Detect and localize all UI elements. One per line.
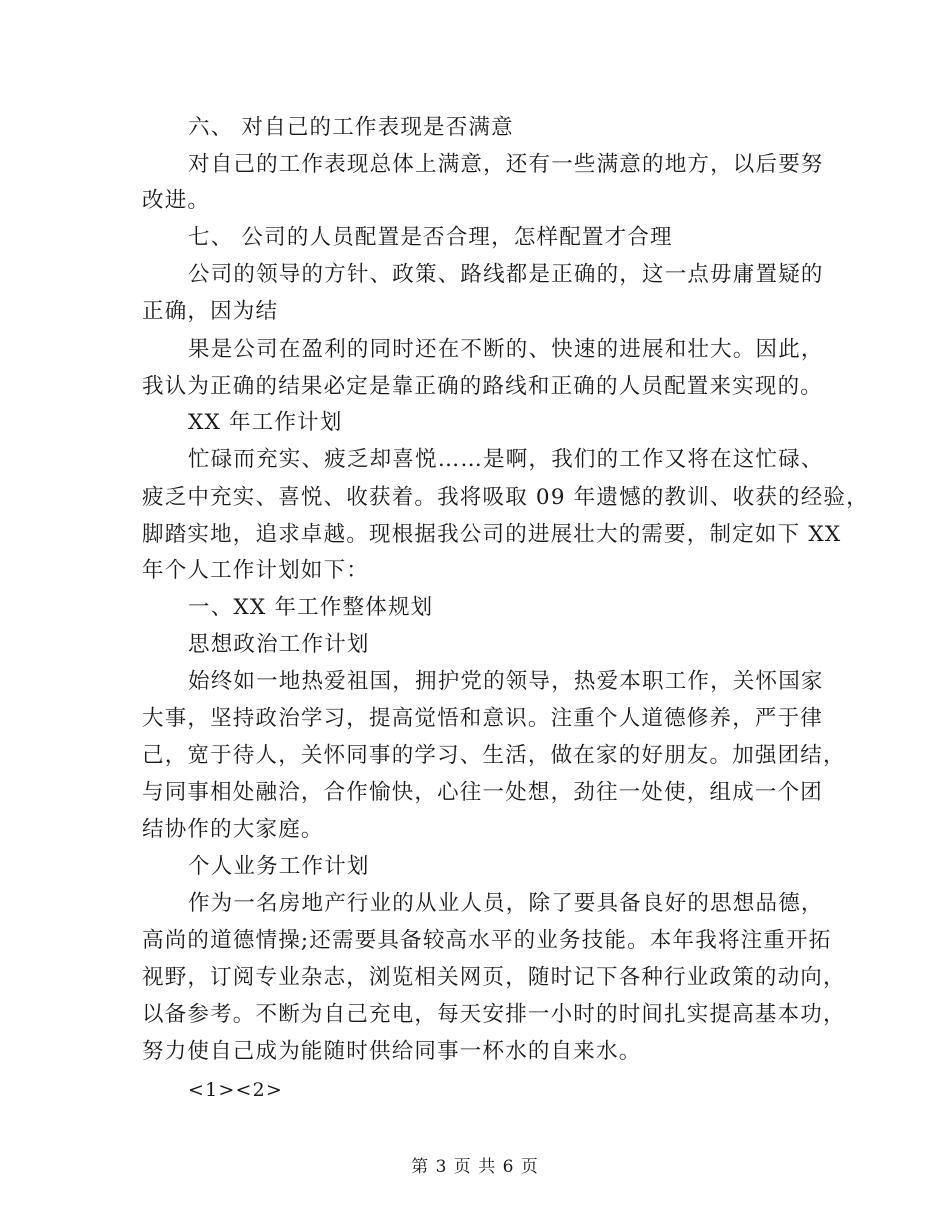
paragraph-line: 正确，因为结	[142, 299, 279, 324]
heading-6: 六、 对自己的工作表现是否满意	[188, 115, 514, 140]
paragraph-line: 果是公司在盈利的同时还在不断的、快速的进展和壮大。因此，	[188, 337, 824, 362]
paragraph-line: 己，宽于待人，关怀同事的学习、生活，做在家的好朋友。加强团结，	[142, 743, 846, 768]
paragraph-line: 始终如一地热爱祖国，拥护党的领导，热爱本职工作，关怀国家	[188, 669, 824, 694]
paragraph-line: 脚踏实地，追求卓越。现根据我公司的进展壮大的需要，制定如下 XX	[142, 522, 842, 547]
paragraph-line: 努力使自己成为能随时供给同事一杯水的自来水。	[142, 1039, 642, 1064]
paragraph-line: 高尚的道德情操;还需要具备较高水平的业务技能。本年我将注重开拓	[142, 928, 832, 953]
paragraph-line: 与同事相处融洽，合作愉快，心往一处想，劲往一处使，组成一个团	[142, 780, 824, 805]
paragraph-line: 以备参考。不断为自己充电，每天安排一小时的时间扎实提高基本功，	[142, 1002, 846, 1027]
paragraph-line: 大事，坚持政治学习，提高觉悟和意识。注重个人道德修养，严于律	[142, 706, 824, 731]
paragraph-line: 视野，订阅专业杂志，浏览相关网页，随时记下各种行业政策的动向，	[142, 965, 846, 990]
page-footer: 第 3 页 共 6 页	[411, 1157, 539, 1177]
subsection-title: 思想政治工作计划	[188, 632, 370, 657]
subsection-title: 一、XX 年工作整体规划	[188, 595, 434, 620]
paragraph-line: 结协作的大家庭。	[142, 817, 324, 842]
section-title: XX 年工作计划	[188, 410, 343, 435]
page-link-markers: <1><2>	[188, 1079, 284, 1101]
paragraph-line: 公司的领导的方针、政策、路线都是正确的，这一点毋庸置疑的	[188, 262, 824, 287]
subsection-title: 个人业务工作计划	[188, 854, 370, 879]
paragraph-line: 年个人工作计划如下：	[142, 558, 370, 583]
paragraph-line: 对自己的工作表现总体上满意，还有一些满意的地方，以后要努	[188, 152, 824, 177]
paragraph-line: 我认为正确的结果必定是靠正确的路线和正确的人员配置来实现的。	[142, 374, 824, 399]
paragraph-line: 疲乏中充实、喜悦、收获着。我将吸取 09 年遗憾的教训、收获的经验，	[142, 485, 869, 510]
paragraph-line: 改进。	[142, 188, 211, 213]
heading-7: 七、 公司的人员配置是否合理，怎样配置才合理	[188, 225, 673, 250]
paragraph-line: 忙碌而充实、疲乏却喜悦……是啊，我们的工作又将在这忙碌、	[188, 447, 824, 472]
paragraph-line: 作为一名房地产行业的从业人员，除了要具备良好的思想品德，	[188, 891, 824, 916]
